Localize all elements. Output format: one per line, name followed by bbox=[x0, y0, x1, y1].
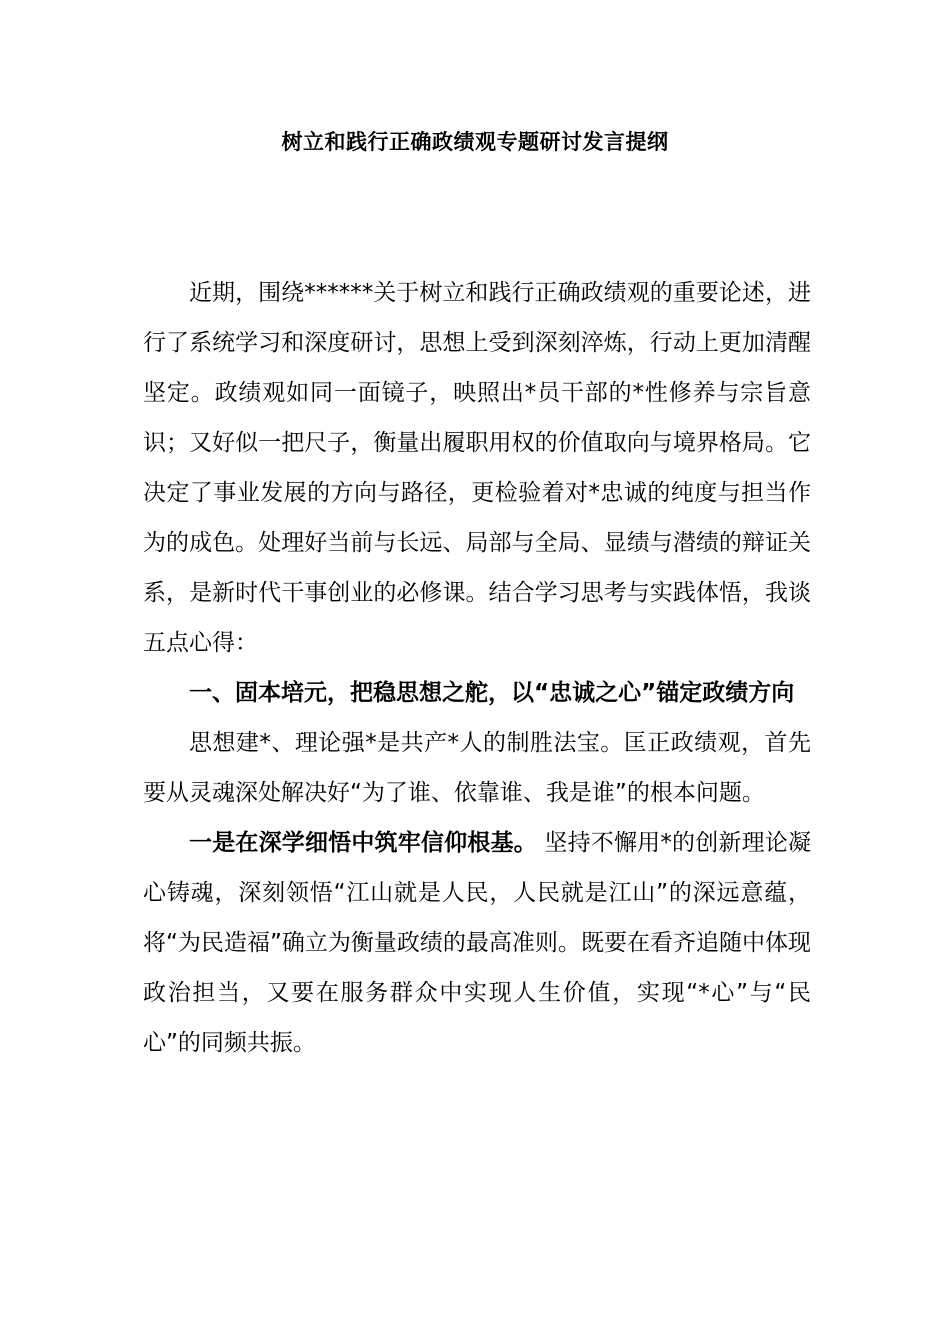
section-heading: 一、固本培元，把稳思想之舵，以“忠诚之心”锚定政绩方向 bbox=[189, 680, 795, 706]
document-title: 树立和践行正确政绩观专题研讨发言提纲 bbox=[281, 130, 669, 154]
point-paragraph bbox=[143, 818, 811, 1068]
point-text: 坚持不懈用*的创新理论凝心铸魂，深刻领悟“江山就是人民，人民就是江山”的深远意蕴，将“为民造福”确立为衡量政绩的最高准则。既要在看齐追随中体现政治担当，又要在服务群众中实现人生价值，实现“*心”与“民心”的同频共振。 bbox=[143, 830, 812, 1056]
point-lead: 一是在深学细悟中筑牢信仰根基。 bbox=[189, 830, 537, 856]
intro-paragraph: 近期，围绕******关于树立和践行正确政绩观的重要论述，进行了系统学习和深度研讨，思想上受到深刻淬炼，行动上更加清醒坚定。政绩观如同一面镜子，映照出*员干部的*性修养与宗旨意识；又好似一把尺子，衡量出履职用权的价值取向与境界格局。它决定了事业发展的方向与路径，更检验着对*忠诚的纯度与担当作为的成色。处理好当前与长远、局部与全局、显绩与潜绩的辩证关系，是新时代干事创业的必修课。结合学习思考与实践体悟，我谈五点心得： bbox=[143, 280, 811, 656]
document-body bbox=[143, 268, 811, 1068]
section-intro-paragraph: 思想建*、理论强*是共产*人的制胜法宝。匡正政绩观，首先要从灵魂深处解决好“为了谁、依靠谁、我是谁”的根本问题。 bbox=[143, 730, 811, 806]
